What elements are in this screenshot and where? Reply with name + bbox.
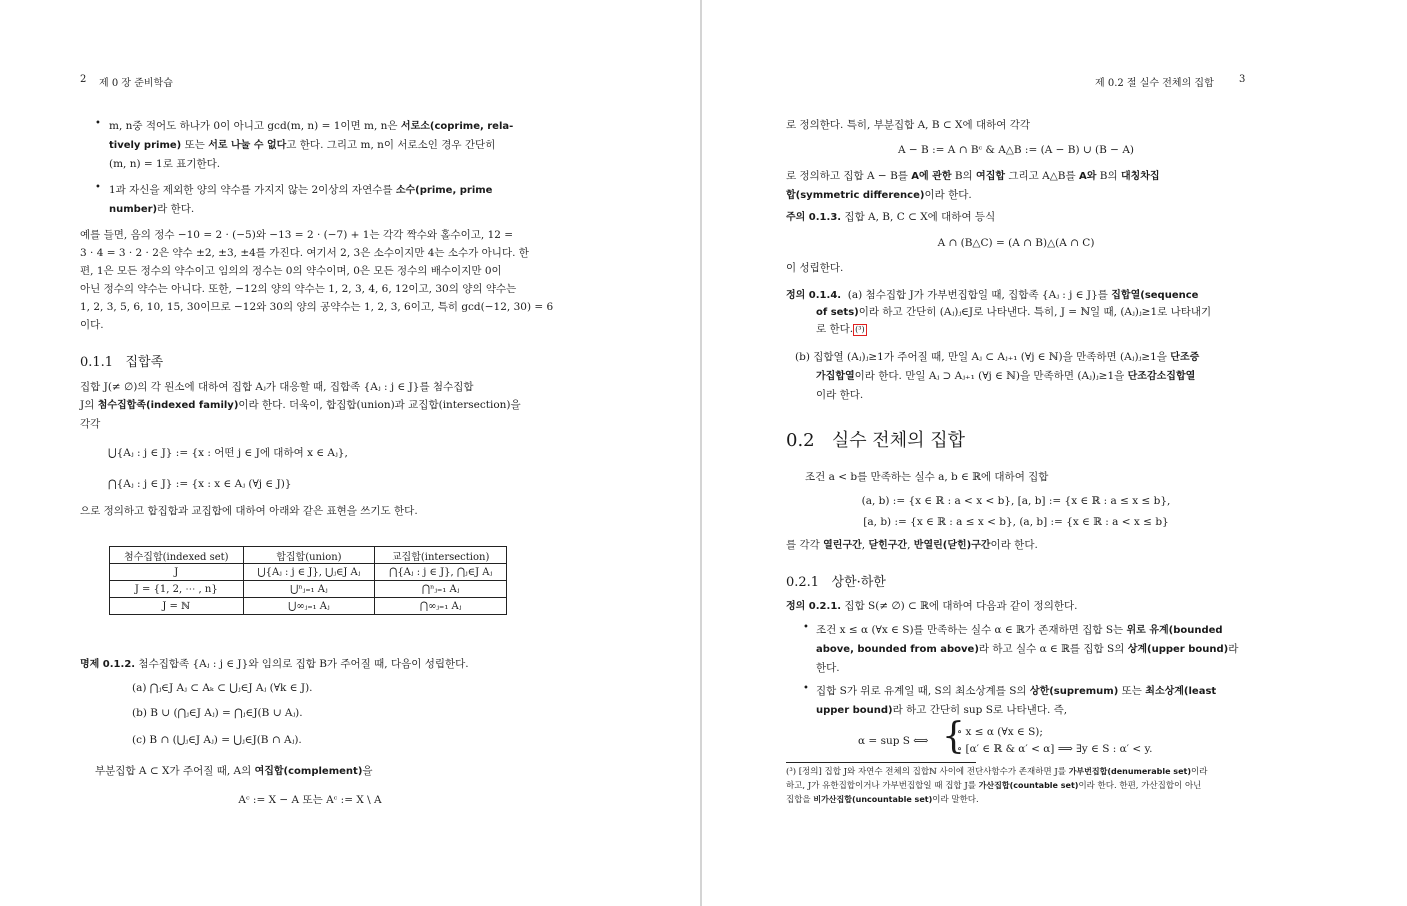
text: 이라 말한다. [932,795,979,805]
table-cell: ⋃ⁿⱼ₌₁ Aⱼ [243,581,375,598]
text: 이라 한다. 한편, 가산집합이 아닌 [1078,781,1202,791]
text: 고 한다. 그리고 m, n이 서로소인 경우 간단히 [286,139,496,151]
text: 이라 한다. [990,539,1038,551]
text: 로 한다. [816,323,854,335]
text: (m, n) = 1로 표기한다. [109,158,221,170]
remark [786,208,995,227]
text: 또는 [184,139,205,151]
equation-sup-condition-1: ∘ x ≤ α (∀x ∈ S); [957,726,1043,738]
table-cell: ⋃∞ⱼ₌₁ Aⱼ [243,598,375,615]
term-least-upper-bound: upper bound) [816,705,893,716]
term-prime: 소수(prime, prime [395,185,493,196]
text: 그리고 A△B를 [1008,170,1076,182]
term-relatively-prime: tively prime) [109,140,182,151]
term-not-divisible: 서로 나눌 수 없다 [208,140,287,151]
section-heading [80,351,163,370]
text: 집합을 [786,795,811,805]
proposition-item-b: (b) B ∪ (⋂ⱼ∈J Aⱼ) = ⋂ⱼ∈J(B ∪ Aⱼ). [132,707,303,719]
definition-line [816,320,867,338]
text: 라 [1228,643,1239,655]
text: 이라 [1190,767,1208,777]
table-header-row [110,547,507,564]
term-supremum: 상한(supremum) [1029,686,1119,697]
term-increasing-sequence: 가집합열 [816,371,855,382]
bullet-dot: • [803,683,809,694]
definition-sup [786,597,1077,616]
paragraph-line: 아닌 정수의 약수는 아니다. 또한, −12의 양의 약수는 1, 2, 3, 4, 6, 12이고, 30의 양의 약수는 [80,283,517,295]
text: 이라 한다. [816,389,864,401]
term: A와 [1079,171,1097,182]
definition-label: 정의 0.2.1. [786,601,842,612]
term-uncountable-set: 비가산집합(uncountable set) [813,795,933,804]
table-row [110,598,507,615]
text: 1과 자신을 제외한 양의 약수를 가지지 않는 2이상의 자연수를 [109,184,393,196]
paragraph-line: 편, 1은 모든 정수의 약수이고 임의의 정수는 0의 약수이며, 0은 모든 정수의 배수이지만 0이 [80,265,502,277]
text: 이라 한다. 만일 Aⱼ ⊃ Aⱼ₊₁ (∀j ∈ ℕ)을 만족하면 (Aⱼ)ⱼ≥1을 [854,370,1125,382]
paragraph-line: 이다. [80,319,104,331]
right-page [702,0,1407,906]
bullet-prime [109,181,539,219]
bullet-dot: • [95,118,101,129]
remark-text: 집합 A, B, C ⊂ X에 대하여 등식 [844,211,996,223]
bullet-coprime [109,117,539,173]
bullet-dot: • [803,622,809,633]
symmetric-difference-paragraph [786,167,1246,205]
term-symmetric-difference: 합(symmetric difference) [786,190,925,201]
bullet-dot: • [95,182,101,193]
page-number: 3 [1239,74,1246,85]
proposition-item-a: (a) ⋂ⱼ∈J Aⱼ ⊂ Aₖ ⊂ ⋃ⱼ∈J Aⱼ (∀k ∈ J). [132,682,313,694]
text: , [907,539,911,551]
text: 를 각각 [786,539,820,551]
running-header: 제 0.2 절 실수 전체의 집합 [1095,78,1214,89]
subsection-title: 상한·하한 [831,575,886,590]
left-page [0,0,700,906]
text: 이라 하고 간단히 (Aⱼ)ⱼ∈J로 나타낸다. 특히, J = ℕ일 때, (Aⱼ)ⱼ≥1로 나타내기 [858,306,1212,318]
complement-paragraph [95,762,373,781]
equation-difference: A − B := A ∩ Bᶜ & A△B := (A − B) ∪ (B − A) [898,144,1134,156]
text: 이라 한다. [924,189,972,201]
text: 조건 x ≤ α (∀x ∈ S)를 만족하는 실수 α ∈ ℝ가 존재하면 집합 S는 [816,624,1124,636]
text: m, n중 적어도 하나가 0이 아니고 gcd(m, n) = 1이면 m, n은 [109,120,398,132]
term-denumerable-set: 가부번집합(denumerable set) [1068,767,1191,776]
paragraph-line: 으로 정의하고 합집합과 교집합에 대하여 아래와 같은 표현을 쓰기도 한다. [80,505,418,517]
definition-item-b [795,348,1199,404]
intervals-paragraph [786,536,1038,555]
text: 로 정의하고 집합 A − B를 [786,170,908,182]
subsection-heading [786,571,886,590]
text: 또는 [1121,685,1142,697]
term-decreasing-sequence: 단조감소집합열 [1127,371,1196,382]
equation-complement: Aᶜ := X − A 또는 Aᶜ := X \ A [238,794,382,806]
indexed-family-paragraph [80,378,540,433]
running-header: 제 0 장 준비학습 [99,78,173,89]
table-cell: J [110,564,244,581]
equation-intersection: ⋂{Aⱼ : j ∈ J} := {x : x ∈ Aⱼ (∀j ∈ J)} [108,478,292,490]
section-number: 0.1.1 [80,355,114,370]
brace-icon: { [942,716,965,757]
text: 한다. [816,662,840,674]
bullet-bounded-above [816,621,1238,677]
text: 라 한다. [157,203,195,215]
equation-intervals-1: (a, b) := {x ∈ ℝ : a < x < b}, [a, b] := {x ∈ ℝ : a ≤ x ≤ b}, [861,495,1171,507]
term-coprime: 서로소(coprime, rela- [400,121,514,132]
section-title: 실수 전체의 집합 [831,430,965,451]
term-upper-bound: 상계(upper bound) [1127,644,1229,655]
term: A에 관한 [911,171,952,182]
term-indexed-family: 첨수집합족(indexed family) [97,400,239,411]
text: 집합 S가 위로 유계일 때, S의 최소상계를 S의 [816,685,1027,697]
term-bounded-above: 위로 유계(bounded [1126,625,1223,636]
section-title: 집합족 [125,355,164,370]
term-bounded-above: above, bounded from above) [816,644,979,655]
paragraph-line: 이 성립한다. [786,262,844,274]
paragraph-line: 조건 a < b를 만족하는 실수 a, b ∈ ℝ에 대하여 집합 [805,471,1049,483]
term-prime-number: number) [109,204,158,215]
table-cell: ⋃{Aⱼ : j ∈ J}, ⋃ⱼ∈J Aⱼ [243,564,375,581]
term-half-open-interval: 반열린(닫힌)구간 [913,540,991,551]
footnote [786,765,1256,807]
equation-intervals-2: [a, b) := {x ∈ ℝ : a ≤ x < b}, (a, b] := {x ∈ ℝ : a < x ≤ b} [863,516,1169,528]
section-number: 0.2 [786,430,815,451]
section-heading [786,426,965,452]
text: 하고, J가 유한집합이거나 가부번집합일 때 집합 J를 [786,781,976,791]
term-complement: 여집합(complement) [254,766,363,777]
term-countable-set: 가산집합(countable set) [978,781,1079,790]
proposition [80,655,469,674]
proposition-label: 명제 0.1.2. [80,659,136,670]
text: 을 [362,765,373,777]
text: (b) 집합열 (Aⱼ)ⱼ≥1가 주어질 때, 만일 Aⱼ ⊂ Aⱼ₊₁ (∀j ∈ ℕ)을 만족하면 (Aⱼ)ⱼ≥1을 [795,351,1167,363]
term-symmetric-difference: 대칭차집 [1120,171,1160,182]
bullet-supremum [816,682,1216,720]
paragraph-line: 각각 [80,418,101,430]
term-closed-interval: 닫힌구간 [868,540,908,551]
table-cell: ⋂ⁿⱼ₌₁ Aⱼ [375,581,507,598]
text: (³) [정의] 집합 J와 자연수 전체의 집합ℕ 사이에 전단사함수가 존재하면 J를 [786,767,1066,777]
term-open-interval: 열린구간 [823,540,862,551]
term-complement: 여집합 [976,171,1006,182]
definition-text: 집합 S(≠ ∅) ⊂ ℝ에 대하여 다음과 같이 정의한다. [844,600,1078,612]
equation-distributive: A ∩ (B△C) = (A ∩ B)△(A ∩ C) [937,237,1095,249]
indexed-set-table [109,546,507,615]
definition-label: 정의 0.1.4. [786,290,842,301]
text: J의 [80,399,95,411]
table-row [110,564,507,581]
table-cell: J = {1, 2, ⋯ , n} [110,581,244,598]
table-row [110,581,507,598]
footnote-rule [786,762,976,763]
paragraph-line: 1, 2, 3, 5, 6, 10, 15, 30이므로 −12와 30의 양의 공약수는 1, 2, 3, 6이고, 특히 gcd(−12, 30) = 6 [80,301,554,313]
paragraph-line: 로 정의한다. 특히, 부분집합 A, B ⊂ X에 대하여 각각 [786,119,1031,131]
table-cell: ⋂∞ⱼ₌₁ Aⱼ [375,598,507,615]
text: 라 하고 간단히 sup S로 나타낸다. 즉, [892,704,1068,716]
definition-line [816,303,1211,322]
text: 이라 한다. 더욱이, 합집합(union)과 교집합(intersection)을 [238,399,521,411]
footnote-reference-link[interactable]: (³) [855,325,865,334]
term-sequence-of-sets: 집합열(sequence [1111,290,1199,301]
proposition-item-c: (c) B ∩ (⋃ⱼ∈J Aⱼ) = ⋃ⱼ∈J(B ∩ Aⱼ). [132,734,302,746]
table-header: 첨수집합(indexed set) [110,547,244,564]
paragraph-line: 집합 J(≠ ∅)의 각 원소에 대하여 집합 Aⱼ가 대응할 때, 집합족 {Aⱼ : j ∈ J}를 첨수집합 [80,381,474,393]
example-paragraph [80,226,554,334]
table-cell: ⋂{Aⱼ : j ∈ J}, ⋂ⱼ∈J Aⱼ [375,564,507,581]
text: (a) 첨수집합 J가 가부번집합일 때, 집합족 {Aⱼ : j ∈ J}를 [847,289,1108,301]
paragraph-line: 예를 들면, 음의 정수 −10 = 2 · (−5)와 −13 = 2 · (−7) + 1는 각각 짝수와 홀수이고, 12 = [80,229,514,241]
text: 라 하고 실수 α ∈ ℝ를 집합 S의 [978,643,1125,655]
table-header: 합집합(union) [243,547,375,564]
text: B의 [1099,170,1118,182]
remark-label: 주의 0.1.3. [786,212,842,223]
subsection-number: 0.2.1 [786,575,820,590]
equation-sup-condition-2: ∘ [α′ ∈ ℝ & α′ < α] ⟹ ∃y ∈ S : α′ < y. [957,743,1153,755]
proposition-text: 첨수집합족 {Aⱼ : j ∈ J}와 임의로 집합 B가 주어질 때, 다음이 성립한다. [138,658,469,670]
equation-union: ⋃{Aⱼ : j ∈ J} := {x : 어떤 j ∈ J에 대하여 x ∈ Aⱼ}, [108,447,348,459]
text: 부분집합 A ⊂ X가 주어질 때, A의 [95,765,252,777]
table-header: 교집합(intersection) [375,547,507,564]
term-increasing-sequence: 단조증 [1170,352,1200,363]
paragraph-line: 3 · 4 = 3 · 2 · 2은 약수 ±2, ±3, ±4를 가진다. 여기서 2, 3은 소수이지만 4는 소수가 아니다. 한 [80,247,529,259]
text: B의 [954,170,973,182]
term-least-upper-bound: 최소상계(least [1145,686,1217,697]
term-sequence-of-sets: of sets) [816,307,859,318]
text: , [861,539,866,551]
page-number: 2 [80,74,87,85]
table-cell: J = ℕ [110,598,244,615]
equation-sup-lhs: α = sup S ⟺ [858,735,929,747]
